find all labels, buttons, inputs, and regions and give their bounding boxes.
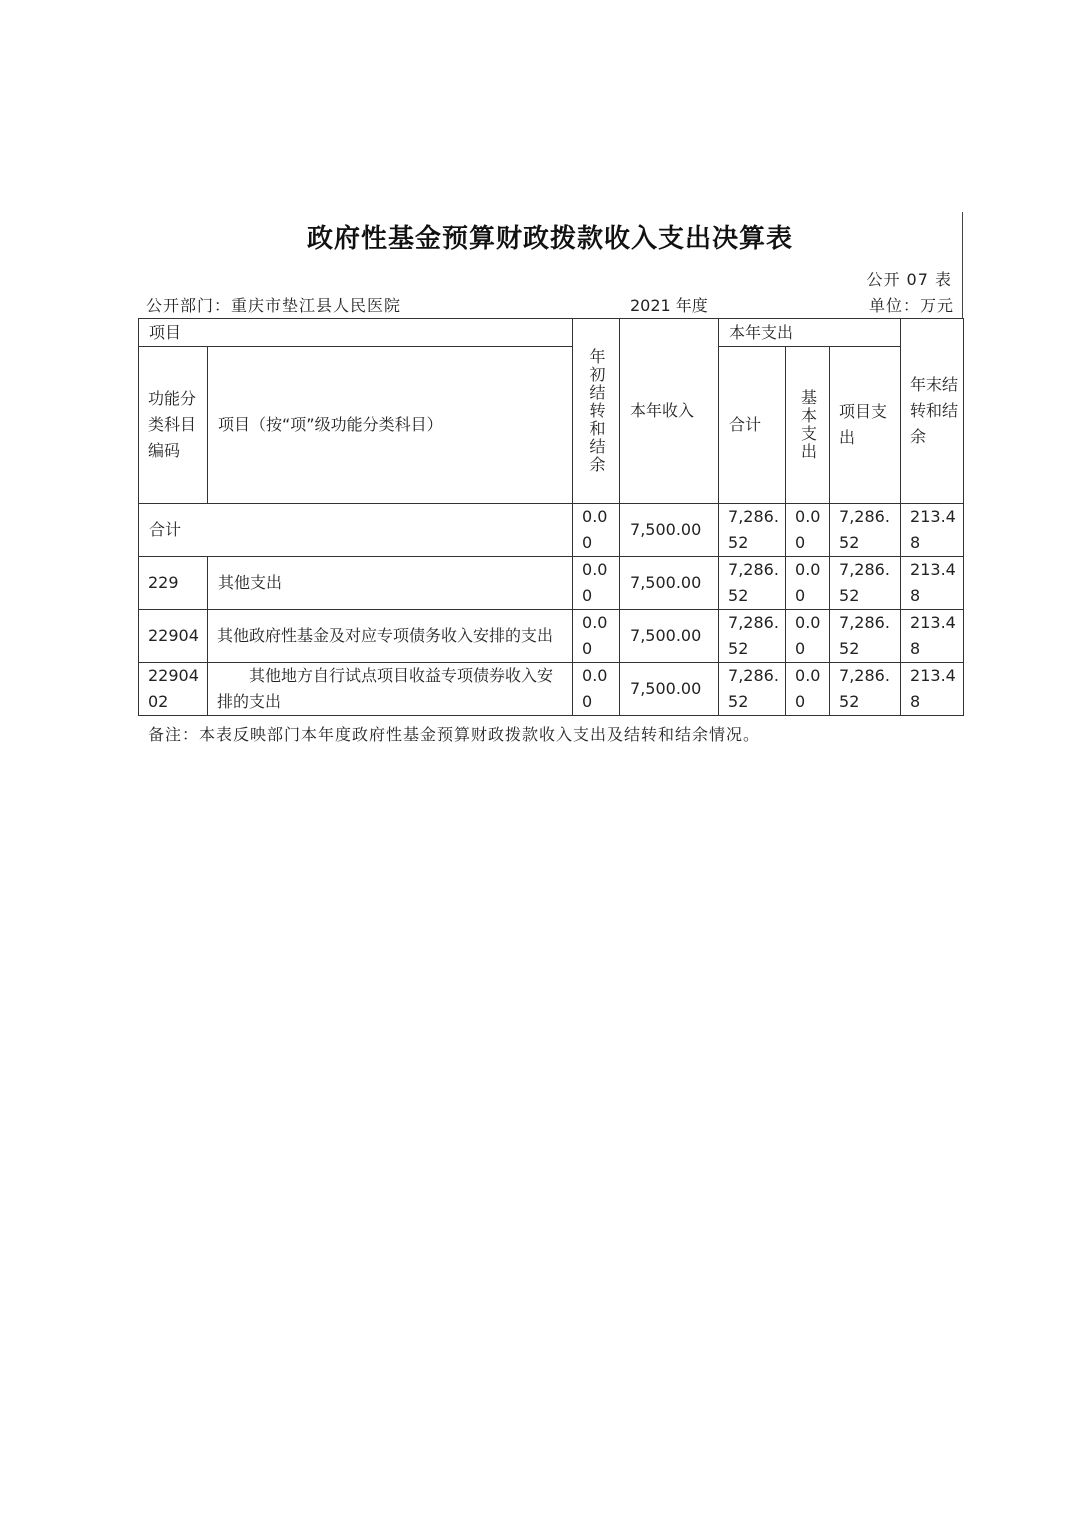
header-project: 项目支出 xyxy=(830,347,901,504)
table-row xyxy=(139,663,964,716)
header-expense: 本年支出 xyxy=(719,319,901,347)
row-income: 7,500.00 xyxy=(620,557,719,610)
header-income: 本年收入 xyxy=(620,319,719,504)
department-label: 公开部门：重庆市垫江县人民医院 xyxy=(146,296,402,315)
meta-row xyxy=(146,293,954,315)
row-expense-basic: 0.00 xyxy=(786,504,830,557)
header-basic: 基本支出 xyxy=(786,347,830,504)
row-name: 其他政府性基金及对应专项债务收入安排的支出 xyxy=(208,610,573,663)
row-name: 合计 xyxy=(139,504,573,557)
page-title: 政府性基金预算财政拨款收入支出决算表 xyxy=(306,224,793,254)
table-row xyxy=(139,557,964,610)
header-code: 功能分类科目编码 xyxy=(139,347,208,504)
year-label: 2021 年度 xyxy=(630,296,708,315)
row-expense-total: 7,286.52 xyxy=(719,557,786,610)
row-name: 其他地方自行试点项目收益专项债券收入安排的支出 xyxy=(208,663,573,716)
row-expense-basic: 0.00 xyxy=(786,610,830,663)
header-row-2 xyxy=(139,347,964,504)
row-ending: 213.48 xyxy=(901,610,964,663)
row-ending: 213.48 xyxy=(901,663,964,716)
header-row-1 xyxy=(139,319,964,347)
row-expense-project: 7,286.52 xyxy=(830,610,901,663)
right-border-line xyxy=(962,212,963,318)
row-ending: 213.48 xyxy=(901,557,964,610)
row-code: 2290402 xyxy=(139,663,208,716)
row-expense-total: 7,286.52 xyxy=(719,504,786,557)
header-item: 项目 xyxy=(139,319,573,347)
row-opening: 0.00 xyxy=(573,504,620,557)
table-code: 公开 07 表 xyxy=(866,270,952,289)
table-row-total xyxy=(139,504,964,557)
row-income: 7,500.00 xyxy=(620,610,719,663)
row-expense-basic: 0.00 xyxy=(786,557,830,610)
header-name: 项目（按“项”级功能分类科目） xyxy=(208,347,573,504)
row-code: 229 xyxy=(139,557,208,610)
row-income: 7,500.00 xyxy=(620,504,719,557)
table-note: 备注：本表反映部门本年度政府性基金预算财政拨款收入支出及结转和结余情况。 xyxy=(148,725,761,744)
row-name: 其他支出 xyxy=(208,557,573,610)
row-expense-total: 7,286.52 xyxy=(719,610,786,663)
row-opening: 0.00 xyxy=(573,663,620,716)
budget-table xyxy=(138,318,964,716)
row-expense-project: 7,286.52 xyxy=(830,557,901,610)
row-opening: 0.00 xyxy=(573,610,620,663)
row-opening: 0.00 xyxy=(573,557,620,610)
table-row xyxy=(139,610,964,663)
row-expense-total: 7,286.52 xyxy=(719,663,786,716)
row-expense-basic: 0.00 xyxy=(786,663,830,716)
header-total: 合计 xyxy=(719,347,786,504)
row-income: 7,500.00 xyxy=(620,663,719,716)
unit-label: 单位：万元 xyxy=(868,296,954,315)
header-opening: 年初结转和结余 xyxy=(573,319,620,504)
header-ending: 年末结转和结余 xyxy=(901,319,964,504)
row-expense-project: 7,286.52 xyxy=(830,504,901,557)
row-ending: 213.48 xyxy=(901,504,964,557)
row-code: 22904 xyxy=(139,610,208,663)
row-expense-project: 7,286.52 xyxy=(830,663,901,716)
